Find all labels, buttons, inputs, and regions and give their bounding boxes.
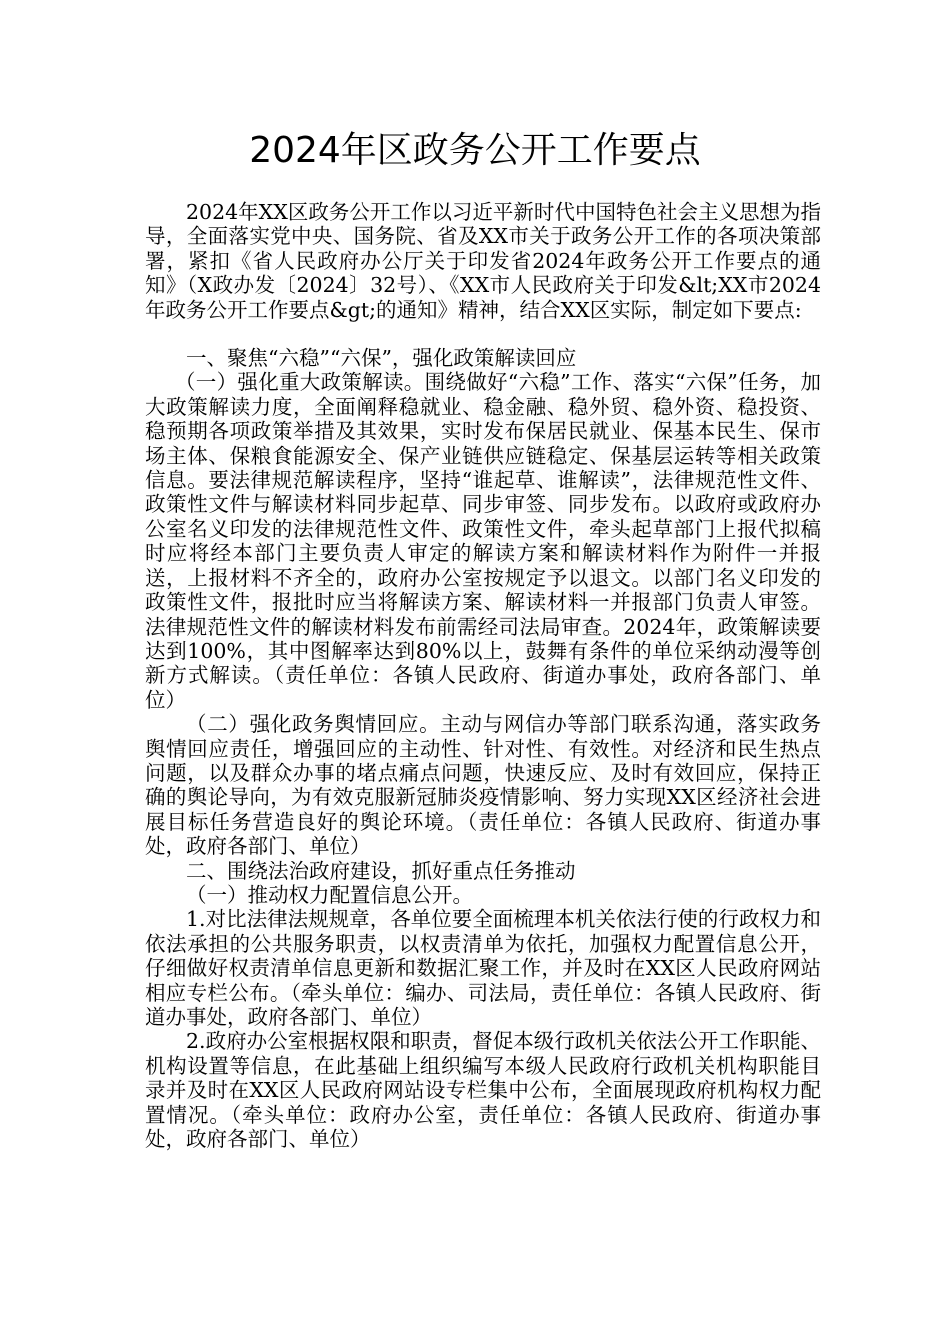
subsection-paragraph-1-1: （一）强化重大政策解读。围绕做好“六稳”工作、落实“六保”任务，加大政策解读力度，全面阐释稳就业、稳金融、稳外贸、稳外资、稳投资、稳预期各项政策举措及其效果，实时发布保居民就业、保基本民生、保市场主体、保粮食能源安全、保产业链供应链稳定、保基层运转等相关政策信息。要法律规范解读程序，坚持“谁起草、谁解读”，法律规范性文件、政策性文件与解读材料同步起草、同步审签、同步发布。以政府或政府办公室名义印发的法律规范性文件、政策性文件，牵头起草部门上报代拟稿时应将经本部门主要负责人审定的解读方案和解读材料作为附件一并报送，上报材料不齐全的，政府办公室按规定予以退文。以部门名义印发的政策性文件，报批时应当将解读方案、解读材料一并报部门负责人审签。法律规范性文件的解读材料发布前需经司法局审查。2024年，政策解读要达到100%，其中图解率达到80%以上，鼓舞有条件的单位采纳动漫等创新方式解读。（责任单位：各镇人民政府、街道办事处，政府各部门、单位） xyxy=(145,370,821,712)
section-heading-1: 一、聚焦“六稳”“六保”，强化政策解读回应 xyxy=(186,346,577,371)
intro-paragraph: 2024年XX区政务公开工作以习近平新时代中国特色社会主义思想为指导，全面落实党中央、国务院、省及XX市关于政务公开工作的各项决策部署，紧扣《省人民政府办公厅关于印发省2024年政务公开工作要点的通知》（X政办发〔2024〕32号）、《XX市人民政府关于印发&lt;XX市2024年政务公开工作要点&gt;的通知》精神，结合XX区实际，制定如下要点: xyxy=(145,200,821,322)
subsection-heading-2-1: （一）推动权力配置信息公开。 xyxy=(186,882,473,907)
section-heading-2: 二、围绕法治政府建设，抓好重点任务推动 xyxy=(186,858,576,883)
paragraph-gap xyxy=(145,322,821,346)
list-item-1: 1.对比法律法规规章，各单位要全面梳理本机关依法行使的行政权力和依法承担的公共服务职责，以权责清单为依托，加强权力配置信息公开，仔细做好权责清单信息更新和数据汇聚工作，并及时在XX区人民政府网站相应专栏公布。（牵头单位：编办、司法局，责任单位：各镇人民政府、街道办事处，政府各部门、单位） xyxy=(145,907,821,1029)
document-body xyxy=(145,200,821,1151)
subsection-paragraph-1-2: （二）强化政务舆情回应。主动与网信办等部门联系沟通，落实政务舆情回应责任，增强回应的主动性、针对性、有效性。对经济和民生热点问题，以及群众办事的堵点痛点问题，快速反应、及时有效回应，保持正确的舆论导向，为有效克服新冠肺炎疫情影响、努力实现XX区经济社会进展目标任务营造良好的舆论环境。（责任单位：各镇人民政府、街道办事处，政府各部门、单位） xyxy=(145,712,821,859)
list-item-2: 2.政府办公室根据权限和职责，督促本级行政机关依法公开工作职能、机构设置等信息，在此基础上组织编写本级人民政府行政机关机构职能目录并及时在XX区人民政府网站设专栏集中公布，全面展现政府机构权力配置情况。（牵头单位：政府办公室，责任单位：各镇人民政府、街道办事处，政府各部门、单位） xyxy=(145,1029,821,1152)
document-title: 2024年区政务公开工作要点 xyxy=(249,130,701,171)
